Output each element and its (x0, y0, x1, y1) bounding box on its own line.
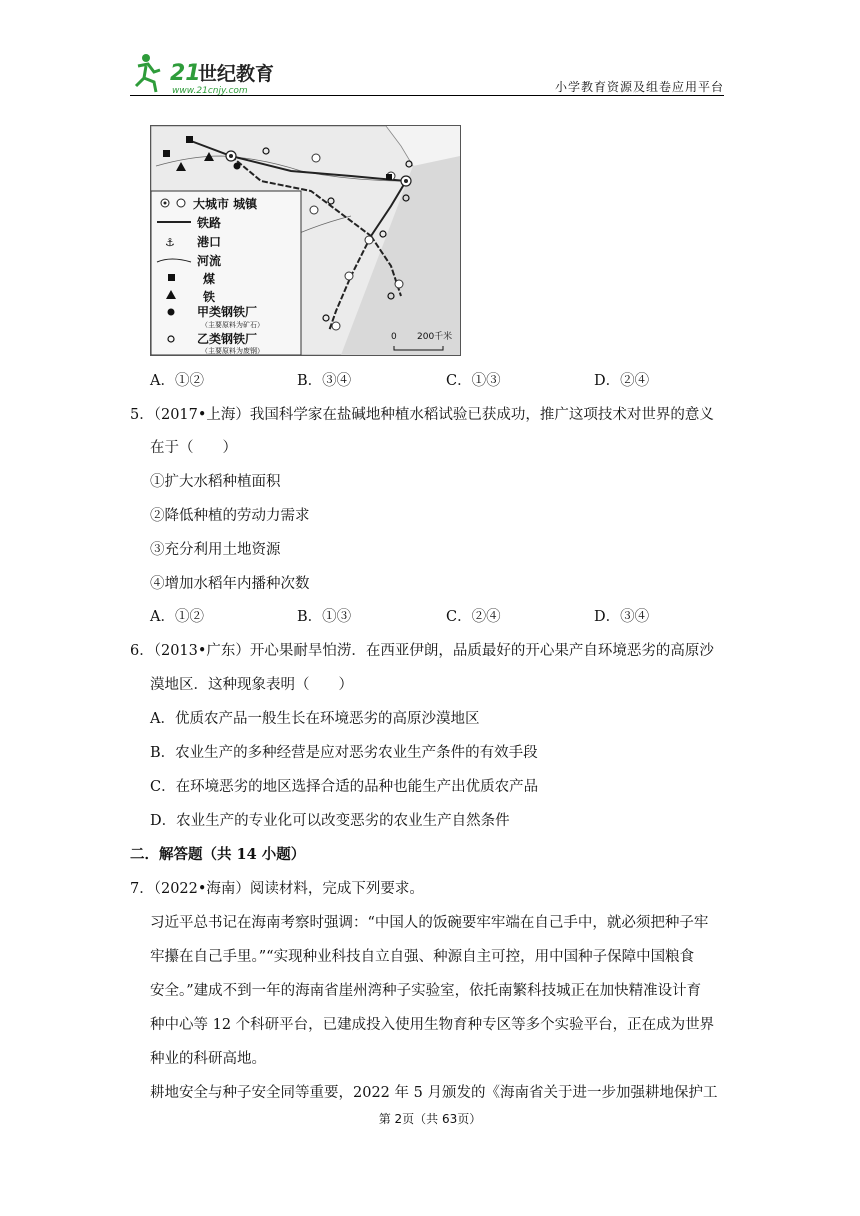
q5-option-a[interactable]: A．①② (150, 609, 204, 625)
q7-para1-line1: 习近平总书记在海南考察时强调：“中国人的饭碗要牢牢端在自己手中，就必须把种子牢 (150, 915, 709, 931)
q5-option-c[interactable]: C．②④ (446, 609, 501, 625)
legend-steel-a: 甲类钢铁厂 (197, 305, 258, 319)
legend-iron: 铁 (203, 290, 216, 304)
q7-para2-line1: 耕地安全与种子安全同等重要，2022 年 5 月颁发的《海南省关于进一步加强耕地保护工 (150, 1085, 718, 1101)
q7-stem: 7．（2022•海南）阅读材料，完成下列要求。 (130, 881, 424, 897)
page-header (130, 44, 724, 96)
scale-label: 200千米 (417, 332, 453, 342)
page-number: 第 2页（共 63页） (378, 1112, 482, 1126)
legend-river: 河流 (197, 254, 222, 268)
q5-item-2: ②降低种植的劳动力需求 (150, 508, 310, 524)
q6-option-d[interactable]: D．农业生产的专业化可以改变恶劣的农业生产自然条件 (150, 813, 510, 829)
q7-para1-line4: 种中心等 12 个科研平台，已建成投入使用生物育种专区等多个实验平台，正在成为世界 (150, 1017, 715, 1033)
steel-industry-map (150, 125, 461, 356)
legend-coal: 煤 (203, 272, 216, 286)
q5-stem-line2: 在于（ ） (150, 440, 237, 456)
site-logo (130, 50, 330, 96)
q6-stem-line1: 6．（2013•广东）开心果耐旱怕涝．在西亚伊朗，品质最好的开心果产自环境恶劣的高原沙 (130, 643, 714, 659)
q7-para1-line5: 种业的科研高地。 (150, 1051, 266, 1067)
q6-option-a[interactable]: A．优质农产品一般生长在环境恶劣的高原沙漠地区 (150, 711, 480, 727)
q5-item-3: ③充分利用土地资源 (150, 542, 281, 558)
q6-option-b[interactable]: B．农业生产的多种经营是应对恶劣农业生产条件的有效手段 (150, 745, 538, 761)
scale-zero: 0 (391, 332, 397, 342)
platform-name: 小学教育资源及组卷应用平台 (554, 80, 724, 94)
svg-text:⚓: ⚓ (165, 236, 175, 249)
q6-option-c[interactable]: C．在环境恶劣的地区选择合适的品种也能生产出优质农产品 (150, 779, 539, 795)
legend-city: 大城市 城镇 (193, 197, 258, 211)
q5-item-1: ①扩大水稻种植面积 (150, 474, 281, 490)
svg-text:21: 21 (170, 61, 201, 86)
q4-option-d[interactable]: D．②④ (594, 373, 650, 389)
legend-port: 港口 (197, 235, 222, 249)
q4-option-c[interactable]: C．①③ (446, 373, 501, 389)
q7-para1-line2: 牢攥在自己手里。”“实现种业科技自立自强、种源自主可控，用中国种子保障中国粮食 (150, 949, 695, 965)
svg-text:www.21cnjy.com: www.21cnjy.com (172, 86, 248, 96)
q4-option-a[interactable]: A．①② (150, 373, 204, 389)
q5-stem-line1: 5．（2017•上海）我国科学家在盐碱地种植水稻试验已获成功，推广这项技术对世界的意义 (130, 407, 714, 423)
q6-stem-line2: 漠地区．这种现象表明（ ） (150, 677, 353, 693)
q7-para1-line3: 安全。”建成不到一年的海南省崖州湾种子实验室，依托南繁科技城正在加快精准设计育 (150, 983, 702, 999)
header-divider (130, 95, 724, 96)
legend-steel-a-note: （主要原料为矿石） (201, 321, 264, 329)
runner-icon (136, 54, 160, 92)
svg-text:世纪教育: 世纪教育 (198, 63, 275, 85)
legend-railway: 铁路 (197, 216, 222, 230)
legend-steel-b: 乙类钢铁厂 (197, 332, 258, 346)
q5-option-d[interactable]: D．③④ (594, 609, 650, 625)
q5-option-b[interactable]: B．①③ (297, 609, 352, 625)
q5-item-4: ④增加水稻年内播种次数 (150, 576, 310, 592)
section-title: 二．解答题（共 14 小题） (130, 846, 306, 863)
q4-option-b[interactable]: B．③④ (297, 373, 352, 389)
legend-steel-b-note: （主要原料为废钢） (201, 347, 264, 355)
